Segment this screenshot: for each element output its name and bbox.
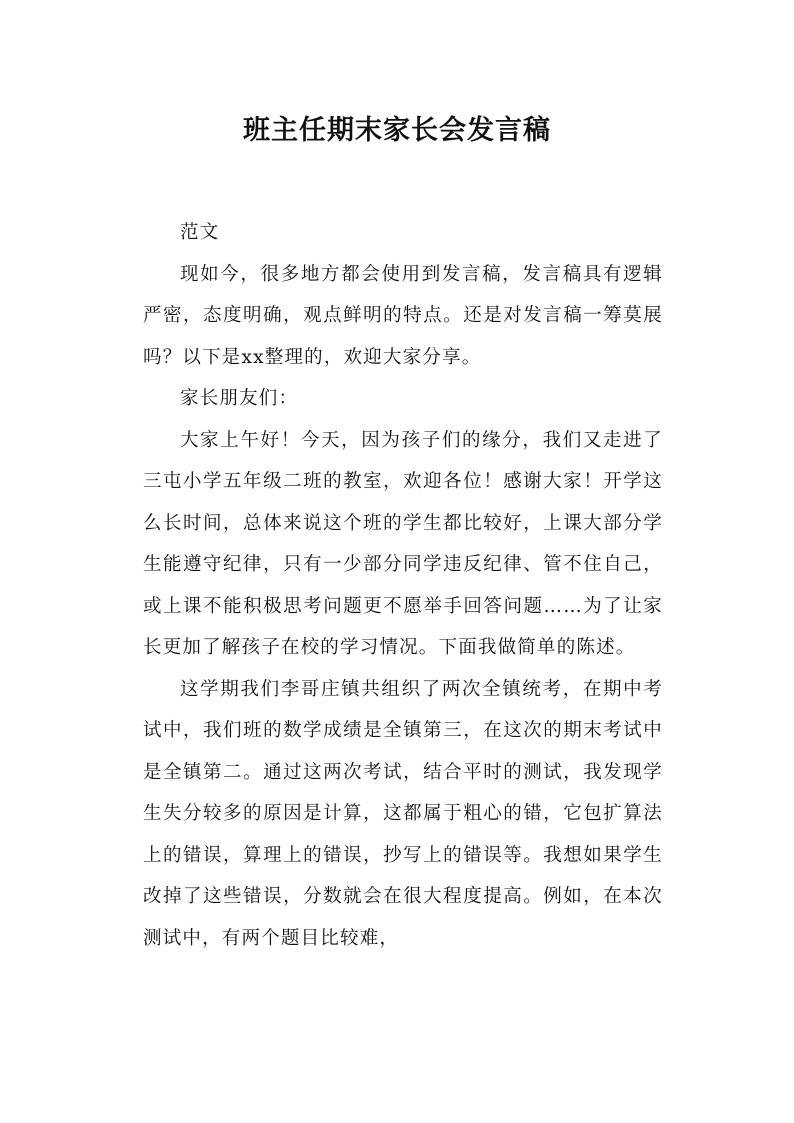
document-title: 班主任期末家长会发言稿 <box>243 115 551 146</box>
paragraph-exam-summary: 这学期我们李哥庄镇共组织了两次全镇统考，在期中考试中，我们班的数学成绩是全镇第三，在这次的期末考试中是全镇第二。通过这两次考试，结合平时的测试，我发现学生失分较多的原因是计算，这都属于粗心的错，它包扩算法上的错误，算理上的错误，抄写上的错误等。我想如果学生改掉了这些错误，分数就会在很大程度提高。例如，在本次测试中，有两个题目比较难， <box>143 678 663 949</box>
paragraph-label: 范文 <box>180 222 220 243</box>
paragraph-salutation: 家长朋友们： <box>180 388 299 409</box>
paragraph-greeting: 大家上午好！今天，因为孩子们的缘分，我们又走进了三屯小学五年级二班的教室，欢迎各位！感谢大家！开学这么长时间，总体来说这个班的学生都比较好，上课大部分学生能遵守纪律，只有一少部分同学违反纪律、管不住自己，或上课不能积极思考问题更不愿举手回答问题……为了让家长更加了解孩子在校的学习情况。下面我做简单的陈述。 <box>143 429 663 658</box>
paragraph-intro: 现如今，很多地方都会使用到发言稿，发言稿具有逻辑严密，态度明确，观点鲜明的特点。还是对发言稿一筹莫展吗？以下是xx整理的，欢迎大家分享。 <box>143 263 663 368</box>
document-body <box>143 212 663 959</box>
